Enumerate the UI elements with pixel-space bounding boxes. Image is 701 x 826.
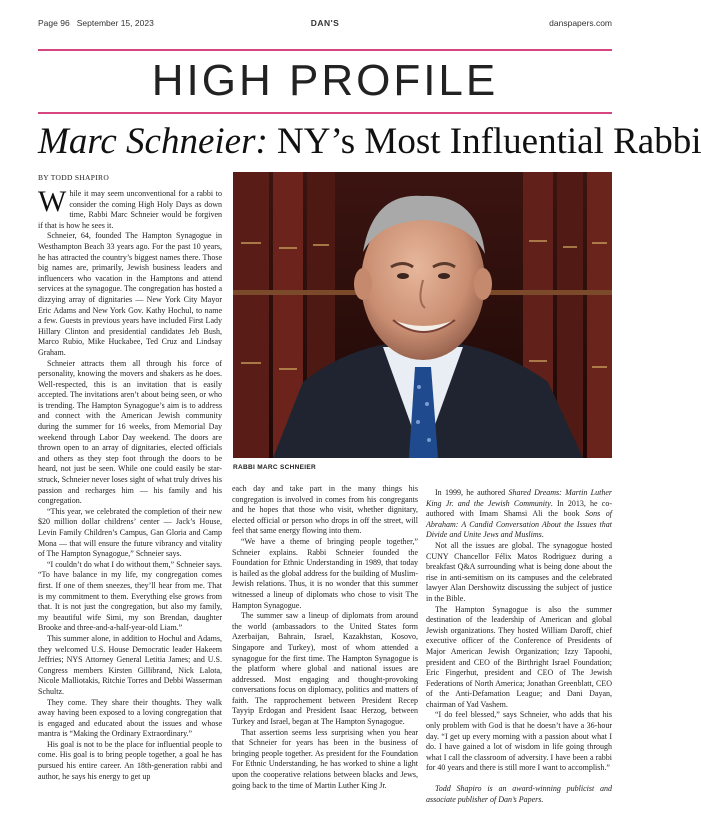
paragraph: Schneier, 64, founded The Hampton Synagogue in Westhampton Beach 33 years ago. For the past 10 years, he has attracted the country’s biggest names there. Those big names are, primarily, Jewish business leaders and influencers who vacation in the Hamptons and attend services at the synagogue. The congregation has hosted a dizzying array of dignitaries — New York City Mayor Eric Adams and New York Gov. Kathy Hochul, to name a few. Guests in previous years have included First Lady Hillary Clinton and presidential candidates Jeb Bush, Marco Rubio, Mike Huckabee, Ted Cruz and Lindsay Graham.: [38, 231, 222, 357]
site-url[interactable]: danspapers.com: [549, 18, 612, 28]
photo-caption: RABBI MARC SCHNEIER: [233, 464, 316, 471]
issue-date: September 15, 2023: [76, 18, 154, 28]
paragraph: While it may seem unconventional for a rabbi to consider the coming High Holy Days as down time, Rabbi Marc Schneier would be forgiven if that is how he sees it.: [38, 185, 222, 230]
paragraph: “This year, we celebrated the completion of their new $20 million dollar childrens’ center — Jack’s House, Levin Family Children’s Campus, Gan Gloria and Camp Mona — that will ensure the future vibrancy and vitality of The Hampton Synagogue,” Schneier says.: [38, 506, 222, 559]
masthead: [38, 18, 612, 30]
paragraph: They come. They share their thoughts. They walk away having been exposed to a loving congregation that is engaged and educated about the issues and whose mantra is “Making the Ordinary Extraordinary.”: [38, 697, 222, 739]
author-bio: Todd Shapiro is an award-winning publicist and associate publisher of Dan’s Papers.: [426, 784, 612, 804]
book-title: Shared Dreams: Martin Luther King Jr. and the Jewish Community: [426, 488, 613, 508]
portrait-illustration: [233, 172, 612, 458]
article-column-3: [426, 488, 612, 805]
paragraph: The Hampton Synagogue is also the summer destination of the leadership of American and global Jewish organizations. They hosted William Daroff, chief executive officer of the Conference of Presidents of Major American Jewish Organization; Izzy Tapoohi, president and CEO of the Birthright Israel Foundation; Eric Fingerhut, president and CEO of The Jewish Federations of North America; Jonathan Greenblatt, CEO of the Anti-Defamation League; and Dani Dayan, chairman of Yad Vashem.: [426, 604, 612, 709]
top-rule: [38, 49, 612, 51]
paragraph: each day and take part in the many things his congregation is involved in comes from his congregants and he hopes that those who visit, whether dignitary, elected official or person who drops in off the street, will feel that same energy flowing into them.: [232, 484, 418, 536]
brand-name: DAN'S: [310, 18, 340, 28]
rabbi-photo: [233, 172, 612, 458]
headline: [38, 119, 701, 165]
article-column-1: [38, 185, 222, 782]
paragraph: “We have a theme of bringing people together,” Schneier explains. Rabbi Schneier founded the Foundation for Ethnic Understanding in 1989, that today is hailed as the global address for the building of Muslim-Jewish relations. Thus, it is no wonder that this summer witnessed a lineup of diplomats who chose to visit The Hampton Synagogue.: [232, 536, 418, 610]
paragraph: “I couldn’t do what I do without them,” Schneier says. “To have balance in my life, my congregation comes first. If one of them sneezes, they’ll hear from me. That is my commitment to them. Everything else grows from that. It is not just the congregation, but also my family, my beautiful wife Simi, my son Brendan, daughter Brooke and three-and-a-half-year-old Liam.”: [38, 559, 222, 633]
paragraph: In 1999, he authored Shared Dreams: Martin Luther King Jr. and the Jewish Community. In 2013, he co-authored with Imam Shamsi Ali the book Sons of Abraham: A Candid Conversation About the Issues that Divide and Unite Jews and Muslims.: [426, 488, 613, 540]
paragraph: Not all the issues are global. The synagogue hosted CUNY Chancellor Félix Matos Rodriguez during a breakfast Q&A surrounding what is being done about the rise in anti-semitism on its campuses and the celebrated lawyer Alan Dershowitz discussing the subject of justice in the Bible.: [426, 540, 612, 603]
article-column-2: [232, 484, 418, 791]
headline-name: Marc Schneier:: [38, 121, 268, 162]
book-title: Sons of Abraham: A Candid Conversation About the Issues that Divide and Unite Jews and Muslims: [426, 509, 612, 540]
paragraph: The summer saw a lineup of diplomats from around the world (ambassadors to the United States form Azerbaijan, Bahrain, Israel, Kazakhstan, Kosovo, Singapore and Turkey), most of whom attended a synagogue for the first time. The Hampton Synagogue is the platform where global and national issues are addressed. Most engaging and thought-provoking conversations focus on diplomacy, politics and matters of faith. The rapprochement between President Recep Tayyip Erdogan and President Isaac Herzog, between Turkey and Israel, began at The Hampton Synagogue.: [232, 611, 418, 727]
byline: BY TODD SHAPIRO: [38, 173, 110, 182]
headline-rest: NY’s Most Influential Rabbi: [267, 121, 701, 162]
paragraph: His goal is not to be the place for influential people to come. His goal is to bring people together, a goal he has pursued his entire career. An 18th-generation rabbi and author, he says his energy to get up: [38, 739, 222, 781]
page-number: Page 96: [38, 18, 70, 28]
paragraph: “I do feel blessed,” says Schneier, who adds that his only problem with God is that he doesn’t have a 36-hour day. “I get up every morning with a passion about what I do. I have gained a lot of wisdom in life going through what I call the classroom of adversity. I have been a rabbi for 40 years and there is still more I want to accomplish.”: [426, 710, 612, 773]
paragraph: That assertion seems less surprising when you hear that Schneier for years has been in the business of bringing people together. As president for the Foundation For Ethnic Understanding, he has worked to shine a light upon the cooperative relations between blacks and Jews, going back to the time of Martin Luther King Jr.: [232, 727, 418, 790]
bottom-rule: [38, 112, 612, 114]
section-title: HIGH PROFILE: [151, 56, 499, 105]
drop-cap: W: [38, 185, 67, 218]
paragraph: Schneier attracts them all through his force of personality, knowing the movers and shakers as he does. Well-respected, this is an invitation that is easily accepted. The invitations aren’t about being seen, or who is trending. The Hampton Synagogue’s aim is to address and connect with the American Jewish community during the summer for 16 weeks, from Memorial Day weekend through Labor Day weekend. The doors are thrown open to an array of dignitaries, elected officials and others as they step foot through the doors to be heard, not just be seen. While one could easily be star-struck, Schneier never loses sight of what truly drives his passion and recharges him — his family and his congregation.: [38, 358, 222, 506]
paragraph: This summer alone, in addition to Hochul and Adams, they welcomed U.S. House Democratic leader Hakeem Jeffries; NYS Attorney General Letitia James; and U.S. Congress members Kirsten Gillibrand, Nick Lalota, Nicole Malliotakis, Ritchie Torres and Debbi Wasserman Schultz.: [38, 633, 222, 696]
